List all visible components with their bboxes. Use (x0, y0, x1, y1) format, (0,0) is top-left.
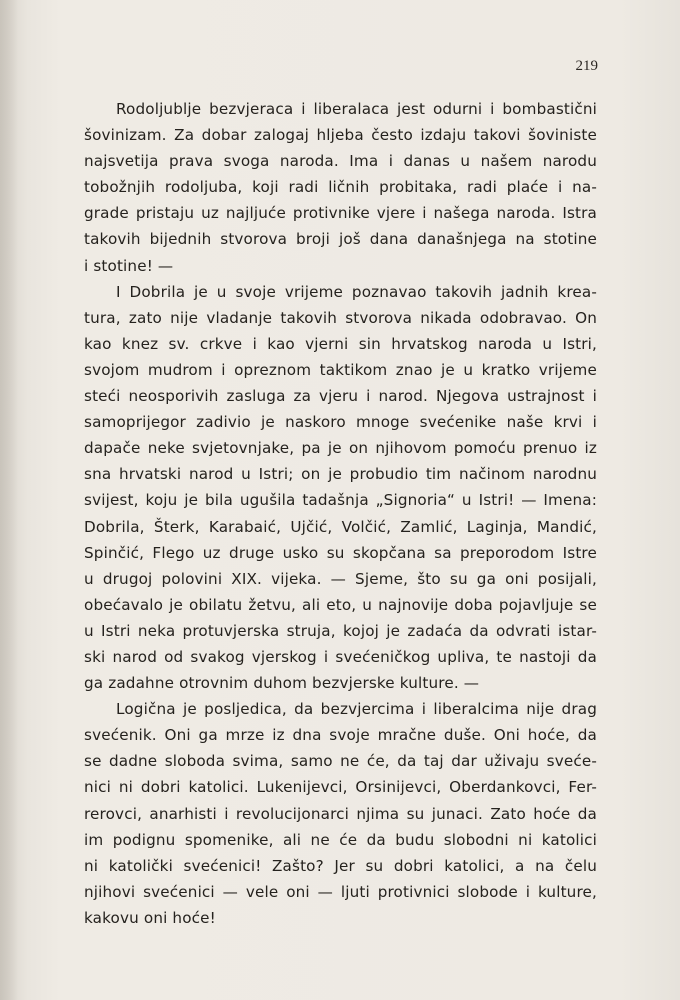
body-text (84, 96, 597, 931)
text-line: takovih bijednih stvorova broji još dana današnjega na stotine (84, 230, 597, 249)
text-line: u Istri neka protuvjerska struja, kojoj je zadaća da odvrati istar- (84, 621, 597, 640)
text-line: Rodoljublje bezvjeraca i liberalaca jest odurni i bombastični (116, 100, 597, 118)
text-line: ga zadahne otrovnim duhom bezvjerske kulture. — (84, 674, 480, 693)
paragraph-3 (84, 696, 597, 931)
text-line: se dadne sloboda svima, samo ne će, da taj dar uživaju sveće- (84, 752, 597, 771)
text-line: ski narod od svakog vjerskog i svećeničkog upliva, te nastoji da (84, 647, 597, 666)
text-line: steći neosporivih zasluga za vjeru i narod. Njegova ustrajnost i (84, 387, 597, 406)
text-line: Logična je posljedica, da bezvjercima i liberalcima nije drag (116, 700, 597, 719)
text-line: sna hrvatski narod u Istri; on je probudio tim načinom narodnu (84, 465, 597, 484)
page-gutter-shadow (0, 0, 18, 1000)
text-line: svojom mudrom i opreznom taktikom znao je u kratko vrijeme (84, 360, 597, 379)
text-line: u drugoj polovini XIX. vijeka. — Sjeme, što su ga oni posijali, (84, 569, 597, 588)
text-line: svijest, koju je bila ugušila tadašnja „Signoria“ u Istri! — Imena: (84, 491, 597, 510)
text-line: samoprijegor zadivio je naskoro mnoge svećenike naše krvi i (84, 413, 597, 432)
text-line: I Dobrila je u svoje vrijeme poznavao takovih jadnih krea- (116, 282, 597, 301)
text-line: tura, zato nije vladanje takovih stvorova nikada odobravao. On (84, 308, 597, 327)
text-line: njihovi svećenici — vele oni — ljuti protivnici slobode i kulture, (84, 882, 597, 901)
text-line: Spinčić, Flego uz druge usko su skopčana sa preporodom Istre (84, 543, 597, 562)
paragraph-2 (84, 279, 597, 697)
text-line: i stotine! — (84, 256, 174, 275)
text-line: rerovci, anarhisti i revolucijonarci njima su junaci. Zato hoće da (84, 804, 597, 823)
text-line: nici ni dobri katolici. Lukenijevci, Orsinijevci, Oberdankovci, Fer- (84, 778, 597, 797)
paragraph-1 (84, 96, 597, 279)
text-line: svećenik. Oni ga mrze iz dna svoje mračne duše. Oni hoće, da (84, 726, 597, 745)
text-line: kao knez sv. crkve i kao vjerni sin hrvatskog naroda u Istri, (84, 334, 597, 353)
text-line: grade pristaju uz najljuće protivnike vjere i našega naroda. Istra (84, 204, 597, 223)
text-line: im podignu spomenike, ali ne će da budu slobodni ni katolici (84, 830, 597, 849)
text-line: šovinizam. Za dobar zalogaj hljeba često izdaju takovi šoviniste (84, 126, 597, 145)
text-line: obećavalo je obilatu žetvu, ali eto, u najnovije doba pojavljuje se (84, 595, 597, 614)
text-line: ni katolički svećenici! Zašto? Jer su dobri katolici, a na čelu (84, 856, 597, 875)
text-line: dapače neke svjetovnjake, pa je on njihovom pomoću prenuo iz (84, 439, 597, 458)
text-line: tobožnjih rodoljuba, koji radi ličnih probitaka, radi plaće i na- (84, 178, 597, 197)
text-line: kakovu oni hoće! (84, 908, 216, 927)
text-line: najsvetija prava svoga naroda. Ima i danas u našem narodu (84, 152, 597, 171)
page-number: 219 (575, 58, 598, 74)
text-line: Dobrila, Šterk, Karabaić, Ujčić, Volčić, Zamlić, Laginja, Mandić, (84, 517, 597, 536)
